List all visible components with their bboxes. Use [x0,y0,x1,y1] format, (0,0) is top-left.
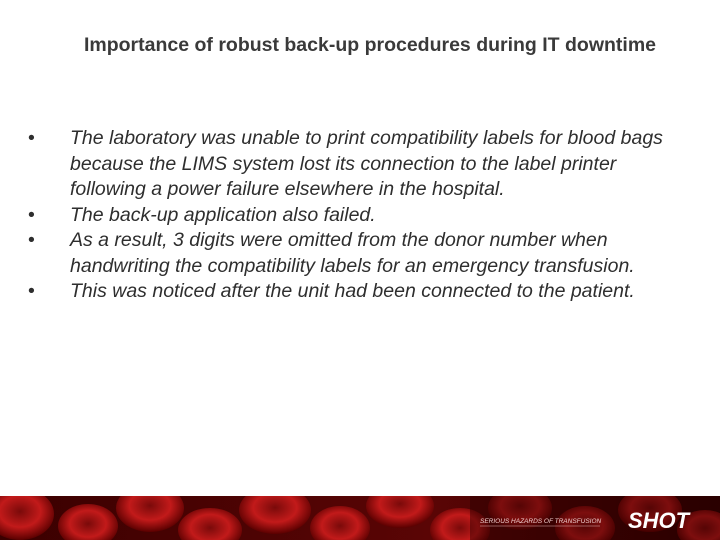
shot-logo: SHOT [628,508,690,533]
slide-title: Importance of robust back-up procedures during IT downtime [83,34,657,56]
bullet-icon: • [28,280,35,302]
bullet-item [28,203,688,229]
bullet-icon: • [28,229,35,251]
bullet-icon: • [28,203,35,226]
bullet-icon: • [28,127,35,149]
bullet-text: This was noticed after the unit had been connected to the patient. [70,280,635,302]
bullet-item [28,279,688,305]
bullet-item [28,126,688,203]
bullet-text: The back-up application also failed. [70,203,376,226]
blood-cells-background [0,496,720,540]
footer-banner [0,496,720,540]
bullet-item [28,228,688,279]
bullet-list [28,126,688,305]
bullet-text: As a result, 3 digits were omitted from the donor number when handwriting the compatibility labels for an emergency transfusion. [70,229,635,277]
bullet-text: The laboratory was unable to print compatibility labels for blood bags because the LIMS system lost its connection to the label printer following a power failure elsewhere in the hospital. [70,127,663,200]
footer-tagline: SERIOUS HAZARDS OF TRANSFUSION [480,518,602,525]
